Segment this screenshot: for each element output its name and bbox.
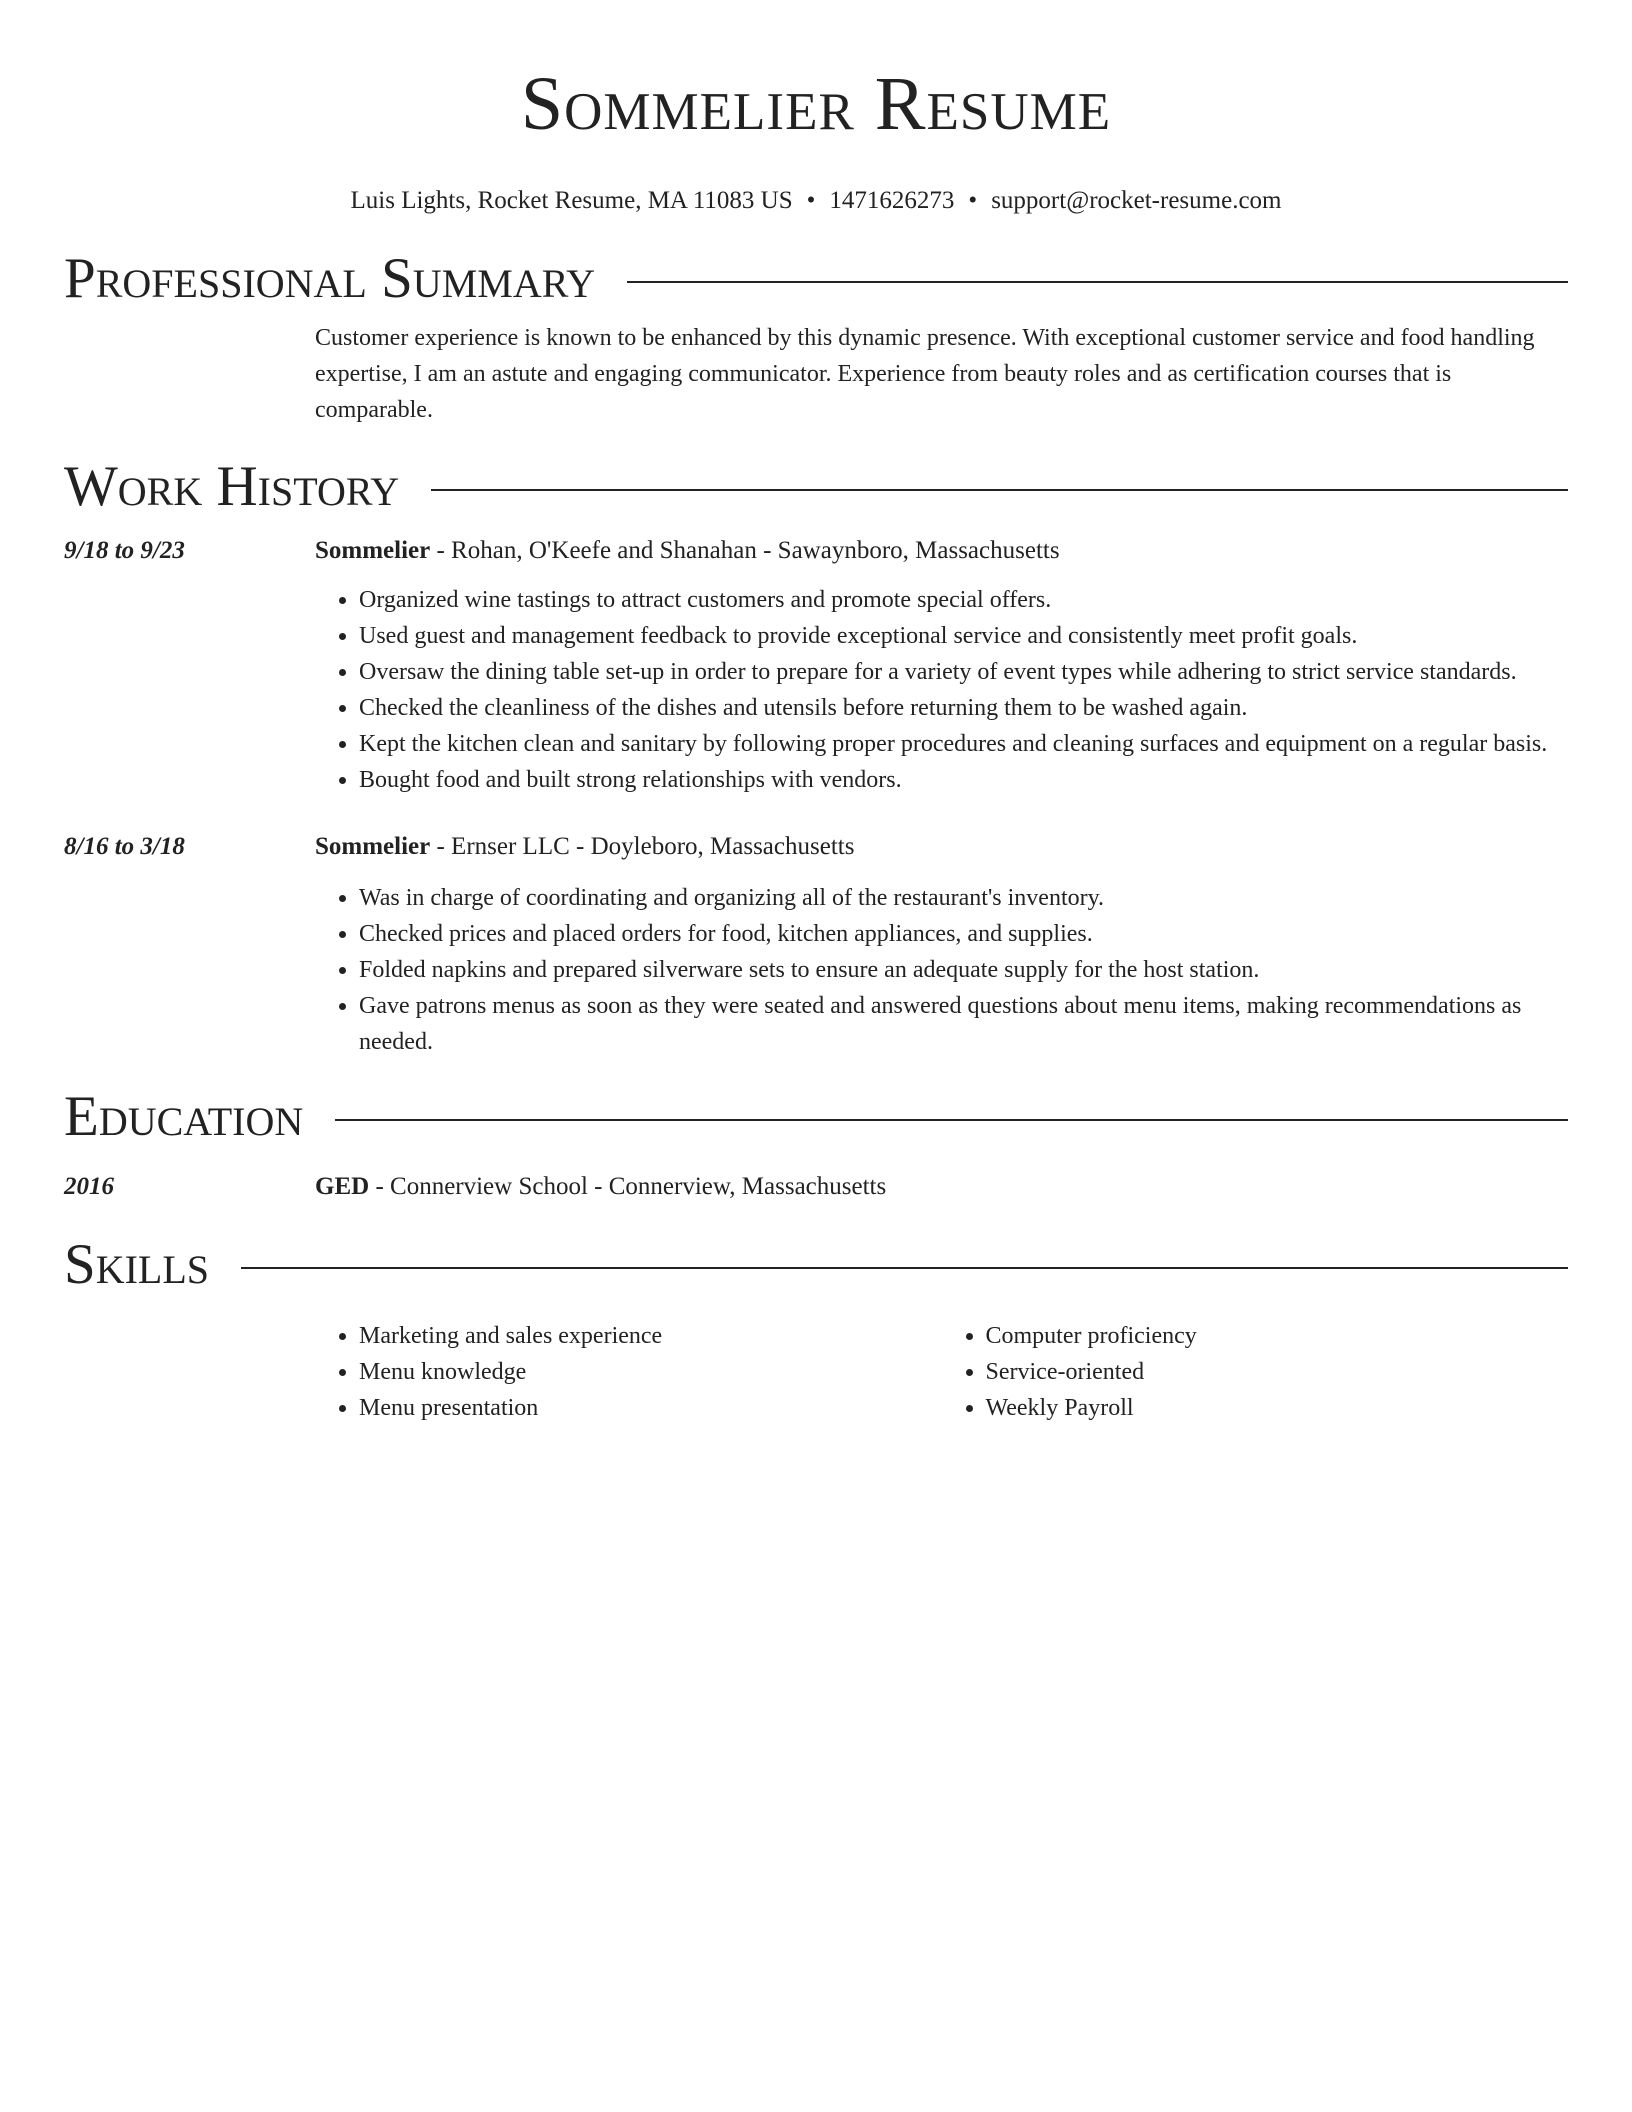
list-item: • Checked prices and placed orders for food, kitchen appliances, and supplies.: [359, 916, 1568, 952]
education-details: - Connerview School - Connerview, Massachusetts: [369, 1173, 887, 1200]
contact-email: support@rocket-resume.com: [991, 187, 1282, 214]
contact-address: Luis Lights, Rocket Resume, MA 11083 US: [350, 187, 793, 214]
section-divider: [241, 1267, 1568, 1269]
job-bullets: [315, 880, 1568, 1060]
summary-section-header: [64, 246, 1568, 312]
section-divider: [431, 489, 1568, 491]
list-item: • Was in charge of coordinating and organizing all of the restaurant's inventory.: [359, 880, 1568, 916]
list-item: • Bought food and built strong relationships with vendors.: [359, 762, 1568, 798]
contact-phone: 1471626273: [829, 187, 955, 214]
list-item: • Menu presentation: [359, 1390, 942, 1426]
job-role: Sommelier: [315, 537, 431, 564]
section-divider: [627, 281, 1568, 283]
contact-separator: •: [806, 187, 816, 214]
job-role: Sommelier: [315, 833, 431, 860]
list-item: • Computer proficiency: [986, 1318, 1569, 1354]
list-item: • Gave patrons menus as soon as they were seated and answered questions about menu items, making recommendations as needed.: [359, 988, 1568, 1060]
list-item: • Service-oriented: [986, 1354, 1569, 1390]
job-title-line: [315, 534, 1568, 568]
contact-line: [64, 184, 1568, 218]
list-item: • Marketing and sales experience: [359, 1318, 942, 1354]
list-item: • Kept the kitchen clean and sanitary by following proper procedures and cleaning surfaces and equipment on a regular basis.: [359, 726, 1568, 762]
list-item: • Weekly Payroll: [986, 1390, 1569, 1426]
list-item: • Folded napkins and prepared silverware sets to ensure an adequate supply for the host station.: [359, 952, 1568, 988]
list-item: • Organized wine tastings to attract customers and promote special offers.: [359, 582, 1568, 618]
summary-section-title: Professional Summary: [64, 247, 596, 310]
skills-list-left: [315, 1318, 942, 1426]
education-section-title: Education: [64, 1085, 304, 1148]
education-entry: [64, 1170, 1568, 1204]
job-entry: [64, 830, 1568, 1060]
list-item: • Checked the cleanliness of the dishes and utensils before returning them to be washed again.: [359, 690, 1568, 726]
job-bullets: [315, 582, 1568, 798]
skills-section-title: Skills: [64, 1233, 210, 1296]
education-degree: GED: [315, 1173, 370, 1200]
work-section-title: Work History: [64, 455, 400, 518]
skills-grid: [315, 1318, 1568, 1426]
list-item: • Used guest and management feedback to provide exceptional service and consistently meet profit goals.: [359, 618, 1568, 654]
skills-section-header: [64, 1232, 1568, 1298]
work-section-header: [64, 454, 1568, 520]
education-section-header: [64, 1084, 1568, 1150]
summary-row: [64, 320, 1568, 428]
contact-separator: •: [968, 187, 978, 214]
job-title-line: [315, 830, 1568, 864]
skills-row: [64, 1318, 1568, 1426]
resume-title: Sommelier Resume: [520, 62, 1112, 146]
skills-list-right: [942, 1318, 1569, 1426]
list-item: • Menu knowledge: [359, 1354, 942, 1390]
list-item: • Oversaw the dining table set-up in order to prepare for a variety of event types while adhering to strict service standards.: [359, 654, 1568, 690]
job-details: - Ernser LLC - Doyleboro, Massachusetts: [430, 833, 855, 860]
job-dates: 8/16 to 3/18: [64, 833, 185, 860]
job-dates: 9/18 to 9/23: [64, 537, 185, 564]
summary-text: Customer experience is known to be enhanced by this dynamic presence. With exceptional customer service and food handling expertise, I am an astute and engaging communicator. Experience from beauty roles and as certification courses that is comparable.: [315, 325, 1535, 423]
section-divider: [335, 1119, 1568, 1121]
job-entry: [64, 534, 1568, 798]
education-year: 2016: [64, 1173, 114, 1200]
job-details: - Rohan, O'Keefe and Shanahan - Sawaynboro, Massachusetts: [430, 537, 1060, 564]
